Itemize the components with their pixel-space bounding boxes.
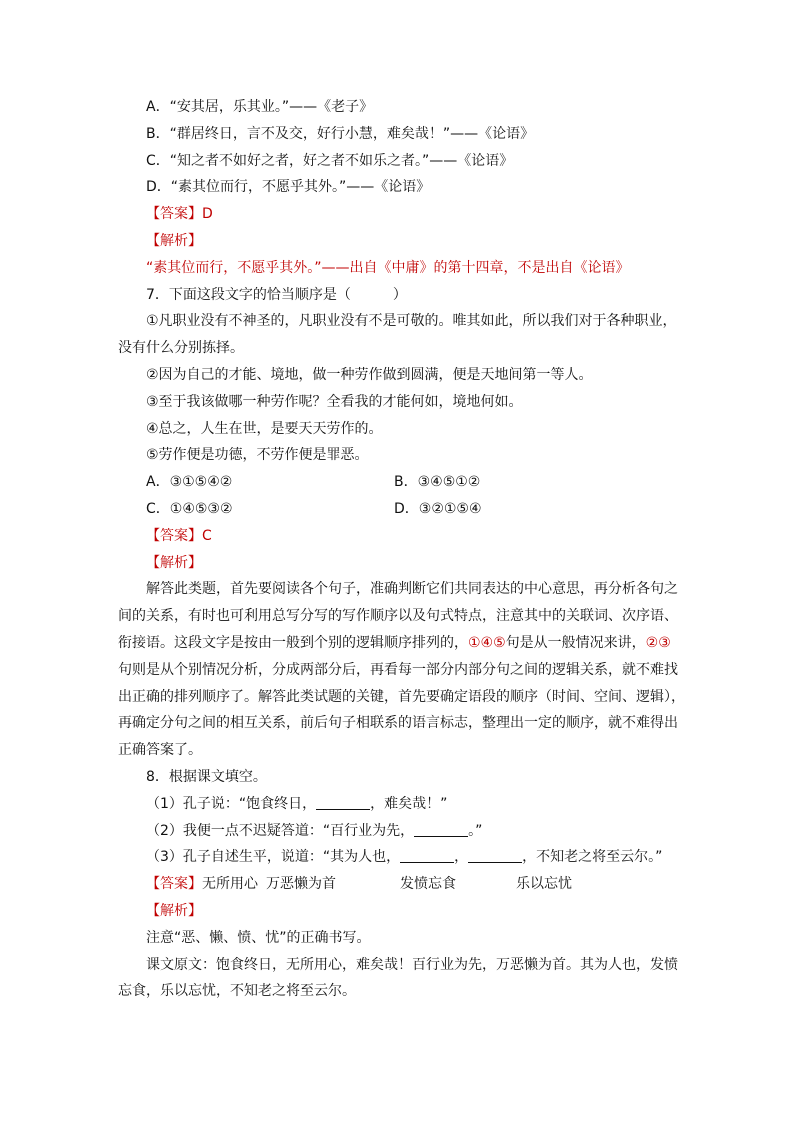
q6-option-a: A．“安其居，乐其业。”——《老子》 [146,99,374,115]
q6-option-d: D．“素其位而行，不愿乎其外。”——《论语》 [146,179,431,196]
q7-options-row-1 [118,469,678,496]
q7-sentence-4: ④总之，人生在世，是要天天劳作的。 [146,420,383,437]
q7-option-c: C．①④⑤③② [146,500,233,517]
answer-tag: 【答案】 [146,876,202,893]
q7-analysis-line-7: 正确答案了。 [118,742,202,759]
analysis-text: 衔接语。这段文字是按由一般到个别的逻辑顺序排列的， [118,634,468,651]
q8-item-text: （3）孔子自述生平，说道：“其为人也， [146,849,401,866]
q6-analysis-tag [118,228,678,255]
q8-item-2 [118,818,678,845]
q8-item-text: （2）我便一点不迟疑答道：“百行业为先， [146,822,415,839]
answer-value: D [202,206,213,223]
answer-value: 万恶懒为首 [266,876,336,893]
fill-blank [400,848,454,863]
q7-sentence-5: ⑤劳作便是功德，不劳作便是罪恶。 [146,447,369,464]
q8-answer-first [146,871,266,898]
analysis-tag: 【解析】 [146,554,202,571]
q7-options-row-2 [118,496,678,523]
q6-option-b: B．“群居终日，言不及交，好行小慧，难矣哉！”——《论语》 [146,125,535,142]
fill-blank [316,795,370,810]
q7-option-d: D．③②①⑤④ [394,500,482,517]
q8-item-text: ，难矣哉！” [370,795,448,812]
q8-item-text: （1）孔子说：“饱食终日， [146,795,317,812]
analysis-tag: 【解析】 [146,232,202,249]
q8-item-text: ，不知老之将至云尔。” [522,849,663,866]
q7-sentence-1-cont: 没有什么分别拣择。 [118,340,244,357]
answer-value: 发愤忘食 [400,876,456,893]
q7-analysis-line-3 [118,630,678,657]
answer-value: 无所用心 [202,876,258,893]
q7-analysis-line-6: 再确定分句之间的相互关系，前后句子相联系的语言标志，整理出一定的顺序，就不难得出 [118,715,678,732]
q7-analysis-tag [118,550,678,577]
q8-item-text: 。” [468,822,483,839]
q7-analysis-line-1: 解答此类题，首先要阅读各个句子，准确判断它们共同表达的中心意思，再分析各句之 [146,581,678,598]
q8-answer [118,871,678,898]
q8-note: 注意“恶、懒、愤、忧”的正确书写。 [146,929,371,946]
q7-sentence-1: ①凡职业没有不神圣的，凡职业没有不是可敬的。唯其如此，所以我们对于各种职业， [146,313,677,330]
q8-stem: 8．根据课文填空。 [146,768,267,785]
q8-original-line-2: 忘食，乐以忘忧，不知老之将至云尔。 [118,983,356,1000]
answer-tag: 【答案】 [146,527,202,544]
q7-analysis-line-4: 句则是从个别情况分析，分成两部分后，再看每一部分内部分句之间的逻辑关系，就不难找 [118,661,678,678]
fill-blank [468,848,522,863]
q7-option-b: B．③④⑤①② [394,474,481,491]
q7-answer [118,523,678,550]
q7-option-a: A．③①⑤④② [146,474,233,491]
analysis-tag: 【解析】 [146,902,202,919]
q7-stem: 7．下面这段文字的恰当顺序是（ ） [146,286,407,303]
q6-analysis-text: “素其位而行，不愿乎其外。”——出自《中庸》的第十四章，不是出自《论语》 [146,259,630,276]
document-page [118,94,685,1005]
q8-item-text: ， [454,849,469,866]
q7-analysis-line-2: 间的关系，有时也可利用总写分写的写作顺序以及句式特点，注意其中的关联词、次序语、 [118,608,678,625]
q6-option-c: C．“知之者不如好之者，好之者不如乐之者。”——《论语》 [146,152,514,169]
answer-value: 乐以忘忧 [516,876,572,893]
q8-item-3 [118,844,678,871]
q8-analysis-tag [118,898,678,925]
analysis-text: 句是从一般情况来讲， [505,634,646,651]
fill-blank [414,822,468,837]
q8-item-1 [118,791,678,818]
q8-original-line-1: 课文原文：饱食终日，无所用心，难矣哉！百行业为先，万恶懒为首。其为人也，发愤 [146,956,678,973]
q7-sentence-3: ③至于我该做哪一种劳作呢？全看我的才能何如，境地何如。 [146,393,523,410]
q7-sentence-2: ②因为自己的才能、境地，做一种劳作做到圆满，便是天地间第一等人。 [146,366,593,383]
analysis-highlight: ②③ [645,634,671,651]
answer-value: C [202,527,212,544]
q7-analysis-line-5: 出正确的排列顺序了。解答此类试题的关键，首先要确定语段的顺序（时间、空间、逻辑）， [118,688,685,705]
analysis-highlight: ①④⑤ [468,634,506,651]
q6-answer [118,201,678,228]
answer-tag: 【答案】 [146,206,202,223]
